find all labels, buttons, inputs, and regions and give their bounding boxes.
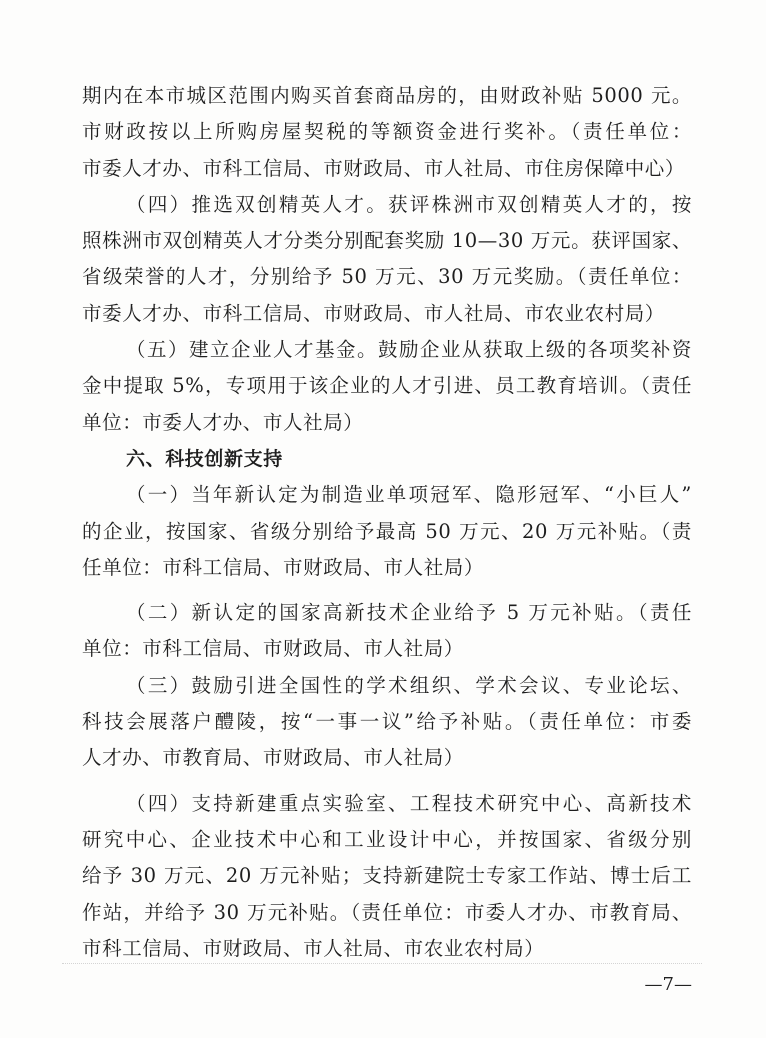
text-line: 科技会展落户醴陵，按“一事一议”给予补贴。（责任单位：市委 bbox=[82, 710, 692, 734]
text-line: 照株洲市双创精英人才分类分别配套奖励 10—30 万元。获评国家、 bbox=[82, 229, 692, 253]
text-line: （四）推选双创精英人才。获评株洲市双创精英人才的，按 bbox=[126, 192, 692, 216]
text-line: 金中提取 5%，专项用于该企业的人才引进、员工教育培训。（责任 bbox=[82, 374, 692, 398]
text-line: （五）建立企业人才基金。鼓励企业从获取上级的各项奖补资 bbox=[126, 338, 692, 362]
text-line: 人才办、市教育局、市财政局、市人社局） bbox=[82, 746, 464, 770]
text-line: 研究中心、企业技术中心和工业设计中心，并按国家、省级分别 bbox=[82, 827, 692, 851]
paragraph-gap bbox=[82, 777, 692, 786]
text-line: 任单位：市科工信局、市财政局、市人社局） bbox=[82, 555, 485, 579]
text-line: （二）新认定的国家高新技术企业给予 5 万元补贴。（责任 bbox=[126, 601, 692, 625]
footer-divider bbox=[62, 963, 702, 964]
text-line: 省级荣誉的人才，分别给予 50 万元、30 万元奖励。（责任单位： bbox=[82, 265, 692, 289]
text-line: 作站，并给予 30 万元补贴。（责任单位：市委人才办、市教育局、 bbox=[82, 900, 692, 924]
paragraph-gap bbox=[82, 586, 692, 595]
text-line: 给予 30 万元、20 万元补贴；支持新建院士专家工作站、博士后工 bbox=[82, 864, 692, 888]
text-line: 市财政按以上所购房屋契税的等额资金进行奖补。（责任单位： bbox=[82, 120, 692, 144]
text-line: 单位：市委人才办、市人社局） bbox=[82, 410, 364, 434]
text-line: 期内在本市城区范围内购买首套商品房的，由财政补贴 5000 元。 bbox=[82, 84, 692, 107]
page-number: —7— bbox=[644, 974, 692, 995]
text-line: （一）当年新认定为制造业单项冠军、隐形冠军、“小巨人” bbox=[126, 483, 692, 507]
text-line: 市科工信局、市财政局、市人社局、市农业农村局） bbox=[82, 936, 545, 960]
text-line: 的企业，按国家、省级分别给予最高 50 万元、20 万元补贴。（责 bbox=[82, 519, 692, 543]
document-body bbox=[82, 78, 692, 967]
section-heading: 六、科技创新支持 bbox=[126, 447, 283, 470]
text-line: （三）鼓励引进全国性的学术组织、学术会议、专业论坛、 bbox=[126, 673, 692, 697]
text-line: 市委人才办、市科工信局、市财政局、市人社局、市农业农村局） bbox=[82, 301, 665, 325]
text-line: （四）支持新建重点实验室、工程技术研究中心、高新技术 bbox=[126, 791, 692, 815]
text-line: 单位：市科工信局、市财政局、市人社局） bbox=[82, 637, 464, 661]
text-line: 市委人才办、市科工信局、市财政局、市人社局、市住房保障中心） bbox=[82, 156, 686, 180]
